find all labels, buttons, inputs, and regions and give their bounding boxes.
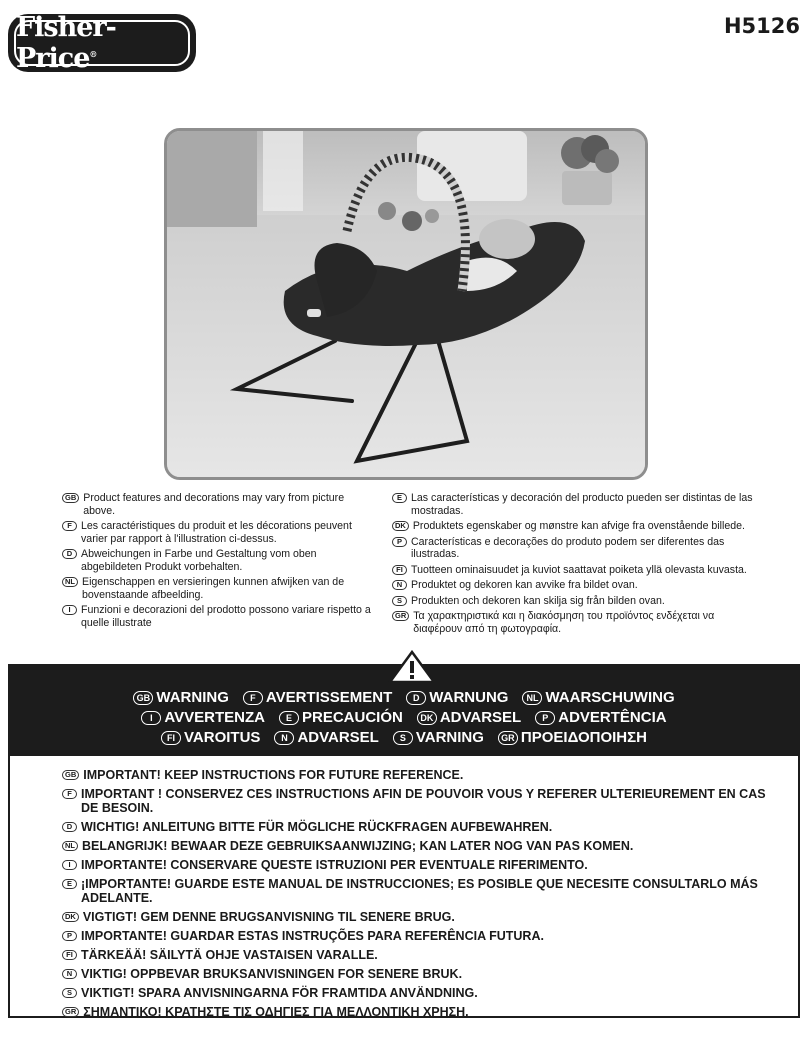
warning-triangle-icon	[388, 650, 436, 684]
warning-label: FI VAROITUS	[161, 728, 260, 748]
important-item: F IMPORTANT ! CONSERVEZ CES INSTRUCTIONS AFIN DE POUVOIR VOUS Y REFERER ULTERIEUREMENT EN CAS DE BESOIN.	[62, 787, 782, 815]
product-photo	[164, 128, 648, 480]
warning-label: GB WARNING	[133, 688, 229, 708]
disclaimer-item: FI Tuotteen ominaisuudet ja kuviot saattavat poiketa yllä olevasta kuvasta.	[392, 564, 764, 577]
important-item: DK VIGTIGT! GEM DENNE BRUGSANVISNING TIL SENERE BRUG.	[62, 910, 782, 924]
important-item: GR ΣΗΜΑΝΤΙΚΟ! ΚΡΑΤΗΣΤΕ ΤΙΣ ΟΔΗΓΙΕΣ ΓΙΑ ΜΕΛΛΟΝΤΙΚΗ ΧΡΗΣΗ.	[62, 1005, 782, 1019]
disclaimer-item: I Funzioni e decorazioni del prodotto possono variare rispetto a quelle illustrate	[62, 604, 374, 629]
important-item: S VIKTIGT! SPARA ANVISNINGARNA FÖR FRAMTIDA ANVÄNDNING.	[62, 986, 782, 1000]
warning-label: E PRECAUCIÓN	[279, 708, 403, 728]
warning-label: F AVERTISSEMENT	[243, 688, 392, 708]
language-badge: F	[62, 789, 77, 799]
warning-line	[8, 728, 800, 748]
important-item: I IMPORTANTE! CONSERVARE QUESTE ISTRUZIONI PER EVENTUALE RIFERIMENTO.	[62, 858, 782, 872]
language-badge: I	[62, 605, 77, 615]
important-item: P IMPORTANTE! GUARDAR ESTAS INSTRUÇÕES PARA REFERÊNCIA FUTURA.	[62, 929, 782, 943]
important-notice-box	[8, 754, 800, 1018]
important-item: FI TÄRKEÄÄ! SÄILYTÄ OHJE VASTAISEN VARALLE.	[62, 948, 782, 962]
warning-label: P ADVERTÊNCIA	[535, 708, 666, 728]
important-item: GB IMPORTANT! KEEP INSTRUCTIONS FOR FUTURE REFERENCE.	[62, 768, 782, 782]
language-badge: NL	[62, 841, 78, 851]
warning-label: D WARNUNG	[406, 688, 508, 708]
language-badge: P	[62, 931, 77, 941]
disclaimer-item: DK Produktets egenskaber og mønstre kan afvige fra ovenstående billede.	[392, 520, 764, 533]
language-badge: P	[392, 537, 407, 547]
disclaimer-list-right	[392, 492, 764, 638]
bouncer-illustration	[167, 131, 645, 477]
disclaimer-item: D Abweichungen in Farbe und Gestaltung vom oben abgebildeten Produkt vorbehalten.	[62, 548, 374, 573]
fisher-price-logo	[8, 14, 196, 72]
disclaimer-item: S Produkten och dekoren kan skilja sig från bilden ovan.	[392, 595, 764, 608]
disclaimer-item: GB Product features and decorations may vary from picture above.	[62, 492, 374, 517]
disclaimer-item: NL Eigenschappen en versieringen kunnen afwijken van de bovenstaande afbeelding.	[62, 576, 374, 601]
language-badge: NL	[62, 577, 78, 587]
model-number: H5126	[723, 14, 800, 38]
warning-label: S VARNING	[393, 728, 484, 748]
language-badge: E	[392, 493, 407, 503]
warning-label: N ADVARSEL	[274, 728, 378, 748]
logo-text: Fisher-Price	[16, 12, 116, 74]
language-badge: GB	[62, 493, 79, 503]
language-badge: DK	[62, 912, 79, 922]
language-badge: FI	[62, 950, 77, 960]
important-item: E ¡IMPORTANTE! GUARDE ESTE MANUAL DE INSTRUCCIONES; ES POSIBLE QUE NECESITE CONSULTARLO MÁS ADELANTE.	[62, 877, 782, 905]
warning-label: NL WAARSCHUWING	[522, 688, 674, 708]
language-badge: D	[62, 822, 77, 832]
important-item: D WICHTIG! ANLEITUNG BITTE FÜR MÖGLICHE RÜCKFRAGEN AUFBEWAHREN.	[62, 820, 782, 834]
warning-line	[8, 688, 800, 708]
disclaimer-item: E Las características y decoración del producto pueden ser distintas de las mostradas.	[392, 492, 764, 517]
language-badge: E	[62, 879, 77, 889]
language-badge: S	[392, 596, 407, 606]
warning-label: I AVVERTENZA	[141, 708, 265, 728]
important-item: NL BELANGRIJK! BEWAAR DEZE GEBRUIKSAANWIJZING; KAN LATER NOG VAN PAS KOMEN.	[62, 839, 782, 853]
disclaimer-item: F Les caractéristiques du produit et les décorations peuvent varier par rapport à l'illustration ci-dessus.	[62, 520, 374, 545]
language-badge: DK	[392, 521, 409, 531]
disclaimer-item: GR Τα χαρακτηριστικά και η διακόσμηση του προϊόντος ενδέχεται να διαφέρουν από τη φωτογραφία.	[392, 610, 764, 635]
disclaimer-item: P Características e decorações do produto podem ser diferentes das ilustradas.	[392, 536, 764, 561]
language-badge: S	[62, 988, 77, 998]
warning-label: DK ADVARSEL	[417, 708, 521, 728]
language-badge: I	[62, 860, 77, 870]
language-badge: GR	[392, 611, 409, 621]
disclaimer-list-left	[62, 492, 374, 632]
registered-mark: ®	[89, 49, 98, 59]
language-badge: D	[62, 549, 77, 559]
language-badge: N	[62, 969, 77, 979]
language-badge: FI	[392, 565, 407, 575]
language-badge: N	[392, 580, 407, 590]
warning-line	[8, 708, 800, 728]
disclaimer-item: N Produktet og dekoren kan avvike fra bildet ovan.	[392, 579, 764, 592]
language-badge: F	[62, 521, 77, 531]
warning-label: GR ΠΡΟΕΙΔΟΠΟΙΗΣΗ	[498, 728, 647, 748]
warning-banner	[8, 664, 800, 754]
important-item: N VIKTIG! OPPBEVAR BRUKSANVISNINGEN FOR SENERE BRUK.	[62, 967, 782, 981]
language-badge: GR	[62, 1007, 79, 1017]
language-badge: GB	[62, 770, 79, 780]
